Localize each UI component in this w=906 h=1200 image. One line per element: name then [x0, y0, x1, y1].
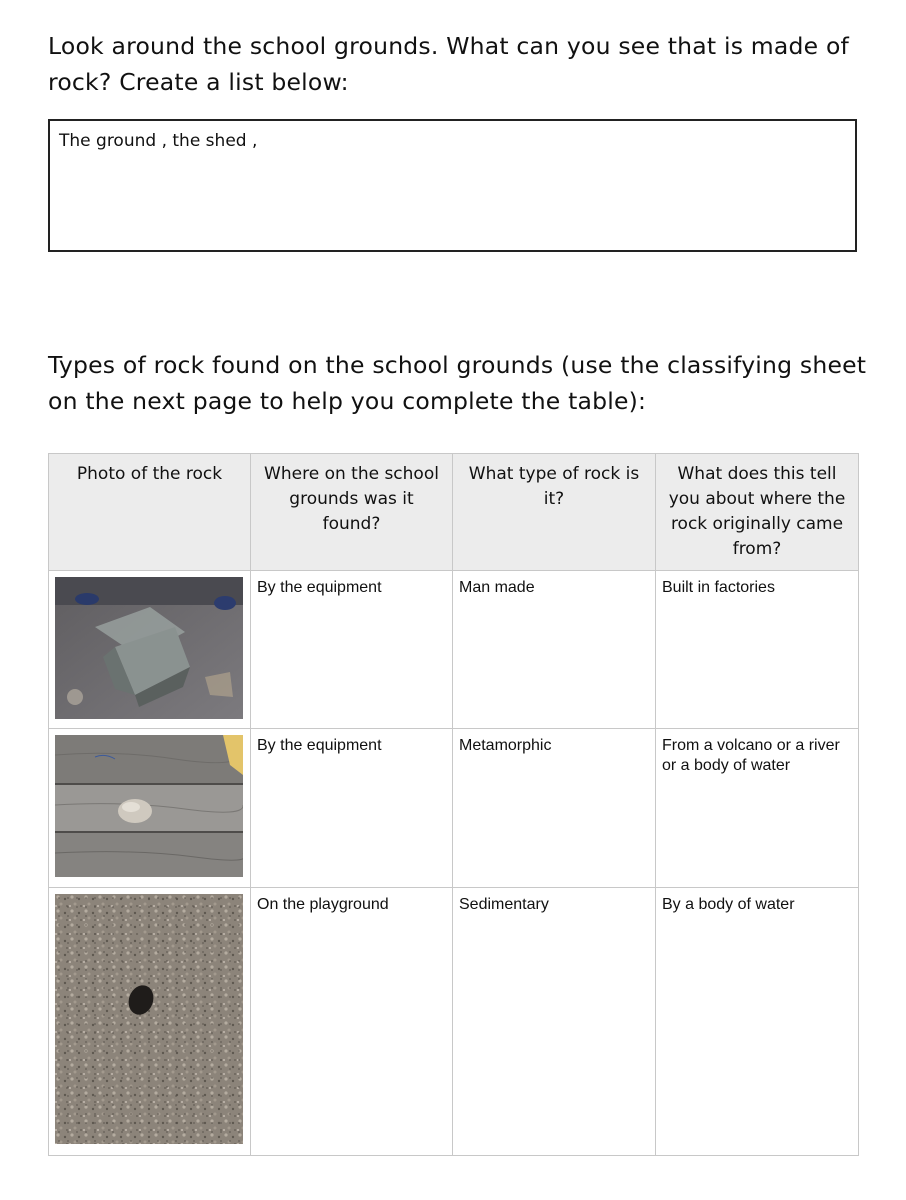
location-cell[interactable]: By the equipment: [251, 729, 453, 888]
location-cell[interactable]: By the equipment: [251, 571, 453, 729]
header-origin: What does this tell you about where the rock originally came from?: [656, 454, 859, 571]
gravel-surface-photo: [55, 894, 243, 1144]
origin-cell[interactable]: From a volcano or a river or a body of water: [656, 729, 859, 888]
origin-cell[interactable]: By a body of water: [656, 888, 859, 1156]
rock-type-cell[interactable]: Man made: [453, 571, 656, 729]
question-2-prompt: Types of rock found on the school grounds (use the classifying sheet on the next page to help you complete the table):: [48, 351, 867, 415]
table-row: [49, 729, 859, 888]
pebble-on-wood-photo: [55, 735, 243, 877]
rock-type-cell[interactable]: Metamorphic: [453, 729, 656, 888]
header-photo: Photo of the rock: [49, 454, 251, 571]
header-rock-type: What type of rock is it?: [453, 454, 656, 571]
photo-cell: [49, 888, 251, 1156]
rock-list-answer-box[interactable]: [48, 119, 857, 252]
question-1-prompt: Look around the school grounds. What can you see that is made of rock? Create a list below:: [48, 32, 849, 96]
rock-types-table: [48, 453, 859, 1156]
rock-list-answer-text: The ground , the shed ,: [59, 131, 258, 151]
location-cell[interactable]: On the playground: [251, 888, 453, 1156]
rock-type-cell[interactable]: Sedimentary: [453, 888, 656, 1156]
photo-cell: [49, 571, 251, 729]
table-row: [49, 571, 859, 729]
photo-cell: [49, 729, 251, 888]
header-location: Where on the school grounds was it found?: [251, 454, 453, 571]
table-header-row: [49, 454, 859, 571]
table-row: [49, 888, 859, 1156]
concrete-block-photo: [55, 577, 243, 719]
origin-cell[interactable]: Built in factories: [656, 571, 859, 729]
